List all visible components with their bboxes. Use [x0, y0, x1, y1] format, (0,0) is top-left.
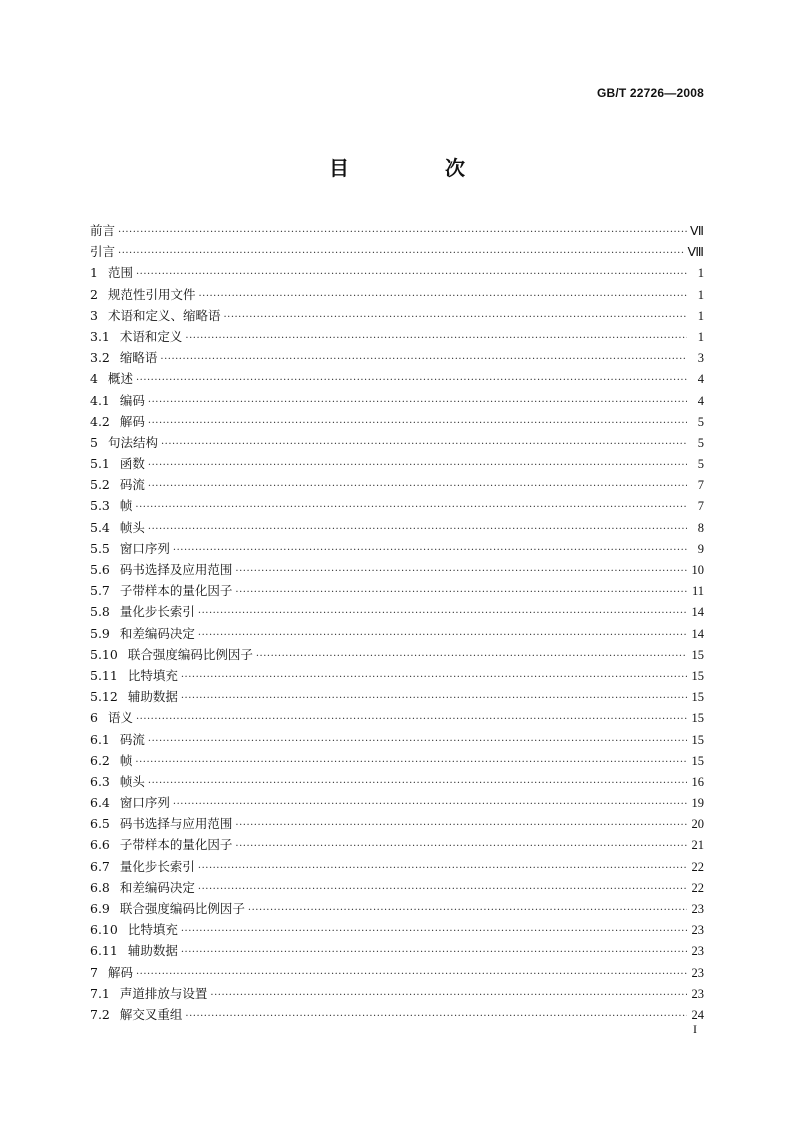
toc-entry-page: 5	[697, 414, 704, 429]
toc-entry[interactable]	[90, 729, 704, 750]
toc-entry-page: 11	[691, 584, 704, 599]
toc-entry-page: 23	[691, 902, 704, 916]
toc-entry-title: 语义	[107, 710, 133, 726]
toc-entry-title: 码书选择及应用范围	[119, 562, 233, 577]
toc-entry-title: 解交叉重组	[119, 1006, 183, 1022]
toc-entry-title: 码流	[119, 477, 145, 493]
toc-entry-number: 3.2	[90, 350, 110, 366]
dot-leader	[148, 413, 687, 434]
toc-entry-number: 5.1	[90, 456, 110, 472]
toc-entry[interactable]	[90, 813, 704, 834]
toc-entry-page: 22	[691, 880, 704, 895]
toc-entry-title: 前言	[90, 223, 116, 238]
toc-entry[interactable]	[90, 665, 704, 686]
page-number: I	[693, 1022, 697, 1036]
toc-entry-page: 15	[691, 753, 704, 768]
dot-leader	[135, 752, 687, 773]
toc-entry[interactable]	[90, 580, 704, 601]
toc-entry-page: 21	[691, 838, 704, 853]
toc-entry[interactable]	[90, 368, 704, 389]
toc-entry-number: 6.2	[90, 752, 110, 768]
toc-entry[interactable]	[90, 411, 704, 432]
toc-entry-number: 5.9	[90, 625, 110, 641]
toc-entry[interactable]	[90, 241, 704, 262]
dot-leader	[136, 264, 687, 285]
page-title: 目 次	[329, 156, 503, 180]
dot-leader	[198, 879, 687, 900]
toc-entry-number: 1	[90, 265, 98, 281]
toc-entry-number: 3	[90, 307, 98, 323]
dot-leader	[181, 921, 687, 942]
toc-entry-title: 联合强度编码比例因子	[119, 901, 245, 916]
toc-entry[interactable]	[90, 919, 704, 940]
standard-code: GB/T 22726—2008	[596, 86, 704, 100]
toc-entry-number: 6.5	[90, 816, 110, 832]
toc-entry-page: 15	[691, 668, 704, 683]
dot-leader	[210, 985, 687, 1006]
dot-leader	[256, 646, 687, 667]
dot-leader	[136, 709, 687, 730]
toc-entry-page: 15	[691, 732, 704, 747]
dot-leader	[198, 858, 687, 879]
toc-entry-page: 19	[691, 796, 704, 811]
dot-leader	[118, 243, 685, 264]
toc-entry-page: Ⅷ	[687, 245, 704, 260]
toc-entry-number: 4.2	[90, 413, 110, 429]
toc-entry-page: 1	[697, 266, 704, 281]
toc-entry[interactable]	[90, 623, 704, 644]
toc-entry-number: 5.12	[90, 689, 118, 705]
toc-entry-number: 6.4	[90, 795, 110, 811]
toc-entry[interactable]	[90, 644, 704, 665]
dot-leader	[181, 942, 687, 963]
toc-entry-number: 3.1	[90, 328, 110, 344]
toc-entry-page: 1	[697, 329, 704, 344]
toc-entry-page: 23	[691, 923, 704, 938]
toc-entry-page: 8	[697, 520, 704, 535]
toc-entry-page: 15	[691, 690, 704, 705]
toc-entry-title: 声道排放与设置	[119, 985, 208, 1001]
toc-entry-title: 概述	[107, 371, 133, 387]
dot-leader	[235, 582, 687, 603]
toc-entry-number: 4	[90, 371, 98, 387]
toc-entry-title: 引言	[90, 244, 116, 260]
toc-entry-number: 5.5	[90, 540, 110, 556]
toc-entry-page: 4	[697, 372, 704, 387]
toc-entry[interactable]	[90, 962, 704, 983]
toc-entry-title: 规范性引用文件	[107, 286, 196, 302]
toc-entry[interactable]	[90, 538, 704, 559]
toc-entry-page: 5	[697, 435, 704, 450]
dot-leader	[136, 964, 687, 985]
dot-leader	[135, 497, 687, 518]
toc-entry-number: 5.10	[90, 646, 118, 662]
dot-leader	[136, 370, 687, 391]
toc-entry-title: 联合强度编码比例因子	[127, 646, 253, 662]
toc-entry-title: 子带样本的量化因子	[119, 837, 233, 853]
toc-entry[interactable]	[90, 432, 704, 453]
toc-entry[interactable]	[90, 390, 704, 411]
dot-leader	[198, 286, 687, 307]
toc-entry-number: 6.8	[90, 879, 110, 895]
toc-entry-number: 6.9	[90, 901, 110, 916]
toc-entry-number: 6.1	[90, 731, 110, 747]
toc-entry-page: Ⅶ	[690, 224, 704, 238]
toc-entry[interactable]	[90, 940, 704, 961]
toc-entry-title: 解码	[107, 964, 133, 980]
toc-entry-page: 15	[691, 711, 704, 726]
toc-entry-page: 1	[697, 308, 704, 323]
toc-entry[interactable]	[90, 686, 704, 707]
toc-entry-title: 缩略语	[119, 350, 158, 366]
dot-leader	[185, 328, 687, 349]
toc-entry-title: 范围	[107, 265, 133, 281]
dot-leader	[160, 349, 687, 370]
dot-leader	[161, 434, 687, 455]
dot-leader	[235, 561, 687, 582]
toc-entry-page: 23	[691, 965, 704, 980]
toc-entry-number: 5.11	[90, 667, 118, 683]
toc-entry[interactable]	[90, 877, 704, 898]
toc-entry[interactable]	[90, 792, 704, 813]
dot-leader	[181, 667, 687, 688]
dot-leader	[173, 540, 687, 561]
toc-entry[interactable]	[90, 495, 704, 516]
toc-entry[interactable]	[90, 284, 704, 305]
toc-entry-page: 22	[691, 859, 704, 874]
toc-entry-title: 比特填充	[127, 922, 178, 938]
toc-entry-number: 2	[90, 286, 98, 302]
toc-entry-number: 5.4	[90, 519, 110, 535]
toc-entry-number: 5	[90, 434, 98, 450]
dot-leader	[148, 455, 687, 476]
dot-leader	[235, 836, 687, 857]
toc-entry[interactable]	[90, 305, 704, 326]
toc-entry-page: 5	[697, 457, 704, 472]
toc-entry-page: 9	[697, 541, 704, 556]
toc-entry-number: 6.11	[90, 943, 118, 959]
dot-leader	[148, 731, 687, 752]
toc-entry-number: 6.10	[90, 922, 118, 938]
toc-entry-title: 辅助数据	[127, 689, 178, 705]
table-of-contents	[90, 220, 704, 1025]
dot-leader	[181, 688, 687, 709]
toc-entry[interactable]	[90, 517, 704, 538]
toc-entry-number: 4.1	[90, 392, 110, 408]
toc-entry[interactable]	[90, 834, 704, 855]
toc-entry-number: 6.6	[90, 837, 110, 853]
toc-entry-number: 6.7	[90, 858, 110, 874]
toc-entry[interactable]	[90, 1004, 704, 1025]
toc-entry-title: 解码	[119, 413, 145, 429]
toc-entry[interactable]	[90, 326, 704, 347]
toc-entry-number: 7.2	[90, 1006, 110, 1022]
toc-entry-page: 20	[691, 817, 704, 832]
toc-entry-page: 23	[691, 944, 704, 959]
toc-entry-page: 1	[697, 287, 704, 302]
dot-leader	[198, 625, 687, 646]
toc-entry-page: 16	[691, 774, 704, 789]
toc-entry-title: 和差编码决定	[119, 879, 195, 895]
toc-entry[interactable]	[90, 559, 704, 580]
toc-entry-title: 术语和定义、缩略语	[107, 307, 221, 323]
toc-entry-page: 7	[697, 478, 704, 493]
toc-entry-page: 15	[691, 647, 704, 662]
toc-entry-page: 4	[697, 393, 704, 408]
toc-entry[interactable]	[90, 707, 704, 728]
toc-entry-page: 10	[691, 563, 704, 577]
toc-entry-number: 5.3	[90, 498, 110, 514]
dot-leader	[248, 900, 687, 921]
toc-entry-title: 窗口序列	[119, 795, 170, 811]
dot-leader	[223, 307, 687, 328]
toc-entry-title: 量化步长索引	[119, 858, 195, 874]
toc-entry-title: 帧	[119, 498, 133, 514]
toc-entry-title: 窗口序列	[119, 540, 170, 556]
toc-entry-title: 码流	[119, 731, 145, 747]
toc-entry-page: 24	[691, 1007, 704, 1022]
toc-entry[interactable]	[90, 347, 704, 368]
toc-entry[interactable]	[90, 771, 704, 792]
toc-entry-number: 6	[90, 710, 98, 726]
toc-entry-number: 5.6	[90, 562, 110, 577]
dot-leader	[235, 815, 687, 836]
toc-entry-page: 7	[697, 499, 704, 514]
toc-entry-title: 帧	[119, 752, 133, 768]
toc-entry[interactable]	[90, 601, 704, 622]
toc-entry-number: 7.1	[90, 985, 110, 1001]
toc-entry[interactable]	[90, 453, 704, 474]
toc-entry-title: 术语和定义	[119, 328, 183, 344]
dot-leader	[173, 794, 687, 815]
toc-entry-number: 5.2	[90, 477, 110, 493]
toc-entry-number: 7	[90, 964, 98, 980]
toc-entry-title: 和差编码决定	[119, 625, 195, 641]
toc-entry-title: 函数	[119, 456, 145, 472]
toc-entry-page: 23	[691, 986, 704, 1001]
dot-leader	[148, 476, 687, 497]
toc-entry-title: 量化步长索引	[119, 604, 195, 620]
toc-entry-title: 辅助数据	[127, 943, 178, 959]
toc-entry[interactable]	[90, 474, 704, 495]
toc-entry-page: 3	[697, 351, 704, 366]
dot-leader	[198, 603, 687, 624]
toc-entry-title: 编码	[119, 392, 145, 408]
toc-entry[interactable]	[90, 856, 704, 877]
dot-leader	[118, 222, 687, 243]
toc-entry-number: 5.7	[90, 583, 110, 599]
toc-entry[interactable]	[90, 750, 704, 771]
dot-leader	[148, 519, 687, 540]
toc-entry-title: 句法结构	[107, 434, 158, 450]
toc-entry-title: 帧头	[119, 773, 145, 789]
toc-entry-page: 14	[691, 626, 704, 641]
toc-entry-number: 5.8	[90, 604, 110, 620]
toc-entry-title: 码书选择与应用范围	[119, 816, 233, 832]
toc-entry[interactable]	[90, 983, 704, 1004]
dot-leader	[185, 1006, 687, 1027]
toc-entry[interactable]	[90, 898, 704, 919]
dot-leader	[148, 773, 687, 794]
dot-leader	[148, 392, 687, 413]
toc-entry[interactable]	[90, 262, 704, 283]
toc-entry-title: 子带样本的量化因子	[119, 583, 233, 599]
toc-entry[interactable]	[90, 220, 704, 241]
toc-entry-page: 14	[691, 605, 704, 620]
toc-entry-number: 6.3	[90, 773, 110, 789]
toc-entry-title: 帧头	[119, 519, 145, 535]
toc-entry-title: 比特填充	[127, 667, 178, 683]
